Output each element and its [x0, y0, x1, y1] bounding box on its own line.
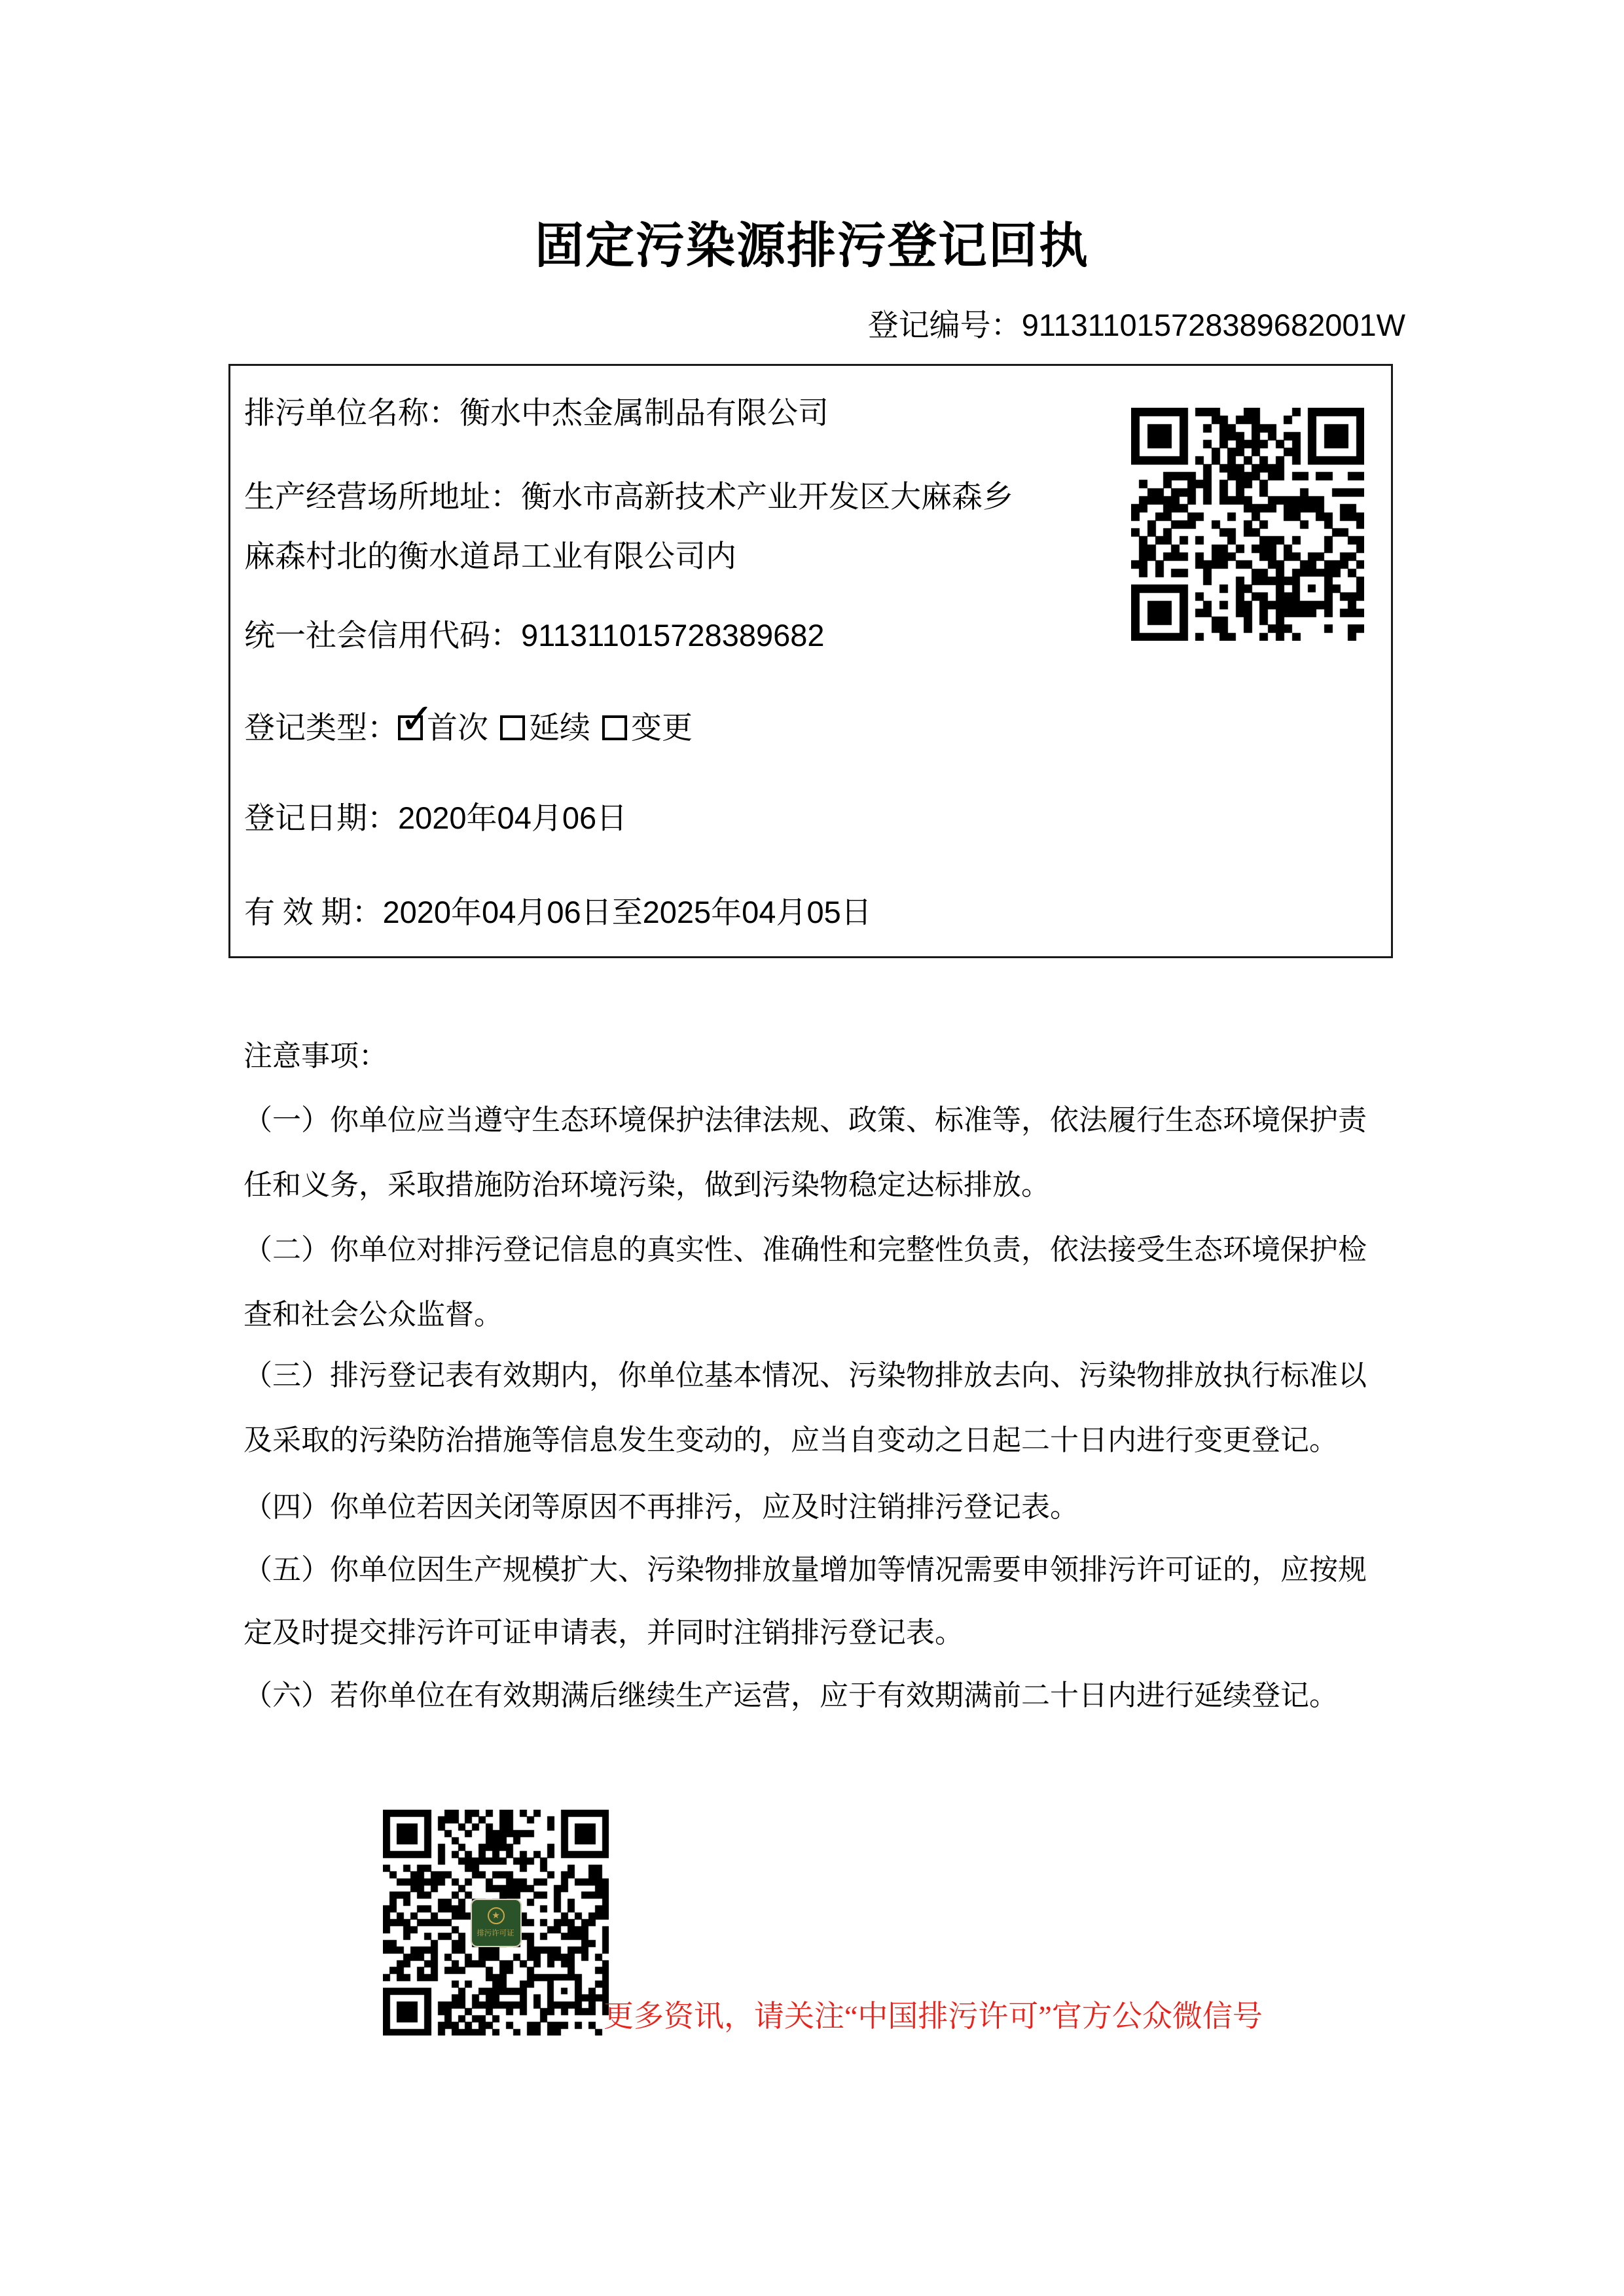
note-line: （三）排污登记表有效期内，你单位基本情况、污染物排放去向、污染物排放执行标准以	[244, 1359, 1367, 1391]
registration-date-value: 2020年04月06日	[398, 800, 628, 835]
credit-code-value: 911311015728389682	[521, 618, 825, 653]
registration-number-value: 911311015728389682001W	[1021, 308, 1405, 342]
reg-type-option-renewal-label: 延续	[529, 711, 590, 745]
registration-type-label: 登记类型：	[244, 711, 398, 745]
reg-type-option-first-label: 首次	[427, 711, 488, 745]
company-name-label: 排污单位名称：	[244, 397, 460, 431]
reg-type-option-renewal	[500, 711, 590, 745]
registration-date-label: 登记日期：	[244, 802, 398, 836]
checkbox-empty-icon	[500, 715, 525, 740]
validity-label: 有 效 期：	[244, 896, 383, 930]
page-title: 固定污染源排污登记回执	[534, 219, 1089, 274]
note-line: 及采取的污染防治措施等信息发生变动的，应当自变动之日起二十日内进行变更登记。	[244, 1424, 1338, 1456]
address-label: 生产经营场所地址：	[244, 480, 521, 514]
wechat-qr-block	[383, 1810, 609, 2036]
note-line: （五）你单位因生产规模扩大、污染物排放量增加等情况需要申领排污许可证的，应按规	[244, 1554, 1367, 1586]
national-emblem-icon: ★	[488, 1907, 505, 1924]
reg-type-option-change	[602, 711, 693, 745]
checkbox-empty-icon	[602, 715, 627, 740]
address-value-line1: 衡水市高新技术产业开发区大麻森乡	[521, 480, 1013, 514]
field-registration-type	[244, 695, 693, 746]
field-registration-date	[244, 800, 627, 836]
reg-type-option-first	[398, 695, 488, 745]
qr-code-registration	[1131, 408, 1364, 641]
check-mark-icon: ✓	[399, 695, 435, 744]
field-address	[244, 480, 1013, 515]
note-line: （二）你单位对排污登记信息的真实性、准确性和完整性负责，依法接受生态环境保护检	[244, 1234, 1367, 1266]
field-company-name	[244, 396, 829, 431]
note-line: （四）你单位若因关闭等原因不再排污，应及时注销排污登记表。	[244, 1491, 1079, 1523]
note-line: （六）若你单位在有效期满后继续生产运营，应于有效期满前二十日内进行延续登记。	[244, 1679, 1338, 1712]
note-line: （一）你单位应当遵守生态环境保护法律法规、政策、标准等，依法履行生态环境保护责	[244, 1104, 1367, 1136]
company-name-value: 衡水中杰金属制品有限公司	[460, 397, 829, 431]
validity-value: 2020年04月06日至2025年04月05日	[382, 895, 872, 929]
note-line: 查和社会公众监督。	[244, 1299, 503, 1331]
notes-heading: 注意事项：	[244, 1040, 388, 1072]
field-credit-code	[244, 618, 825, 654]
note-line: 任和义务，采取措施防治环境污染，做到污染物稳定达标排放。	[244, 1169, 1050, 1201]
credit-code-label: 统一社会信用代码：	[244, 619, 521, 653]
address-value-line2: 麻森村北的衡水道昂工业有限公司内	[244, 540, 736, 574]
wechat-notice-text: 更多资讯，请关注“中国排污许可”官方公众微信号	[604, 2000, 1263, 2033]
registration-number-label: 登记编号：	[867, 309, 1022, 343]
note-line: 定及时提交排污许可证申请表，并同时注销排污登记表。	[244, 1617, 964, 1649]
checkbox-checked-icon	[398, 695, 435, 744]
registration-info-box	[228, 364, 1393, 958]
registration-number-line	[868, 301, 1405, 345]
field-address-continued	[244, 539, 736, 575]
field-validity	[244, 895, 872, 931]
reg-type-option-change-label: 变更	[631, 711, 693, 745]
permit-logo	[471, 1899, 522, 1947]
permit-logo-text: 排污许可证	[477, 1928, 514, 1937]
